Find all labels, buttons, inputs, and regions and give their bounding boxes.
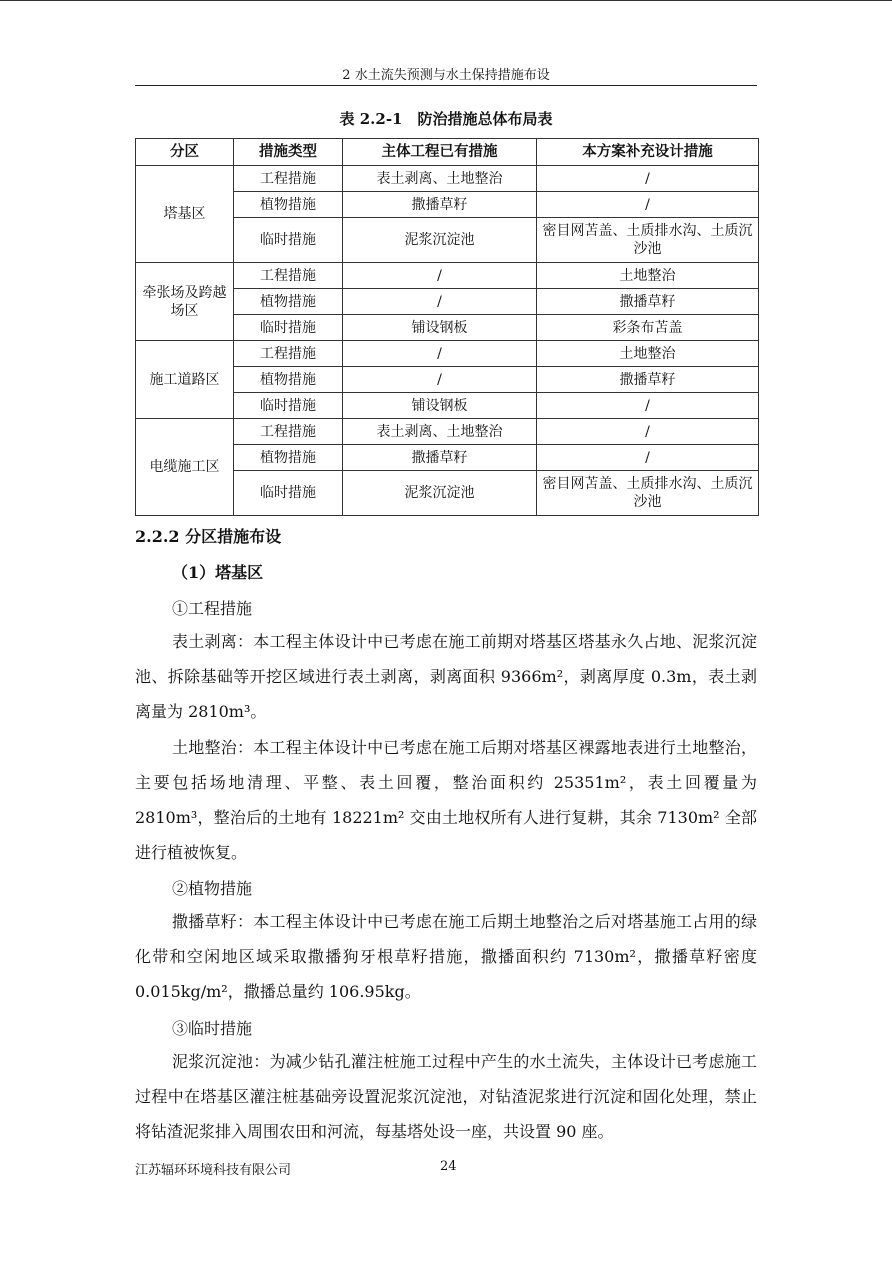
header-zone: 分区 — [136, 139, 234, 166]
type-cell: 植物措施 — [234, 192, 343, 218]
table-row — [136, 166, 759, 192]
existing-cell: / — [343, 341, 537, 367]
page-top-border — [0, 0, 892, 1]
existing-cell: 撒播草籽 — [343, 445, 537, 471]
supplement-cell: 撒播草籽 — [537, 289, 759, 315]
header-type: 措施类型 — [234, 139, 343, 166]
type-cell: 工程措施 — [234, 166, 343, 192]
topsoil-stripping-paragraph: 表土剥离：本工程主体设计中已考虑在施工前期对塔基区塔基永久占地、泥浆沉淀池、拆除基础等开挖区域进行表土剥离，剥离面积 9366m²，剥离厚度 0.3m，表土剥离量为 2810m³。 — [135, 632, 757, 721]
section-heading: 2.2.2 分区措施布设 — [135, 527, 282, 546]
supplement-cell: / — [537, 192, 759, 218]
existing-cell: 铺设钢板 — [343, 393, 537, 419]
type-cell: 工程措施 — [234, 263, 343, 289]
type-cell: 临时措施 — [234, 218, 343, 263]
zone-cell: 塔基区 — [136, 166, 234, 263]
plant-measures-title: ②植物措施 — [172, 879, 253, 898]
existing-cell: 泥浆沉淀池 — [343, 218, 537, 263]
header-rule — [135, 85, 757, 86]
type-cell: 临时措施 — [234, 315, 343, 341]
existing-cell: 表土剥离、土地整治 — [343, 166, 537, 192]
existing-cell: 泥浆沉淀池 — [343, 471, 537, 516]
measures-layout-table — [135, 138, 759, 516]
footer-company: 江苏辐环环境科技有限公司 — [135, 1163, 292, 1178]
table-caption: 表 2.2-1 防治措施总体布局表 — [339, 110, 553, 128]
zone-cell: 电缆施工区 — [136, 419, 234, 516]
type-cell: 植物措施 — [234, 367, 343, 393]
subsection-heading: （1）塔基区 — [172, 563, 264, 582]
table-header-row — [136, 139, 759, 166]
type-cell: 临时措施 — [234, 393, 343, 419]
supplement-cell: / — [537, 445, 759, 471]
grass-seeding-paragraph: 撒播草籽：本工程主体设计中已考虑在施工后期土地整治之后对塔基施工占用的绿化带和空闲地区域采取撒播狗牙根草籽措施，撒播面积约 7130m²，撒播草籽密度 0.015kg/m²，撒播总量约 106.95kg。 — [135, 912, 757, 1001]
type-cell: 植物措施 — [234, 289, 343, 315]
existing-cell: / — [343, 263, 537, 289]
table-row — [136, 341, 759, 367]
temporary-measures-title: ③临时措施 — [172, 1019, 253, 1038]
running-header: 2 水土流失预测与水土保持措施布设 — [342, 68, 550, 83]
supplement-cell: 撒播草籽 — [537, 367, 759, 393]
table-row — [136, 419, 759, 445]
type-cell: 临时措施 — [234, 471, 343, 516]
table-row — [136, 263, 759, 289]
land-rehabilitation-paragraph: 土地整治：本工程主体设计中已考虑在施工后期对塔基区裸露地表进行土地整治，主要包括场地清理、平整、表土回覆，整治面积约 25351m²，表土回覆量为 2810m³，整治后的土地有 18221m² 交由土地权所有人进行复耕，其余 7130m² 全部进行植被恢复。 — [135, 738, 757, 862]
existing-cell: / — [343, 367, 537, 393]
zone-cell: 施工道路区 — [136, 341, 234, 419]
supplement-cell: 土地整治 — [537, 341, 759, 367]
header-supplement: 本方案补充设计措施 — [537, 139, 759, 166]
existing-cell: 表土剥离、土地整治 — [343, 419, 537, 445]
supplement-cell: / — [537, 393, 759, 419]
existing-cell: 铺设钢板 — [343, 315, 537, 341]
supplement-cell: 密目网苫盖、土质排水沟、土质沉沙池 — [537, 471, 759, 516]
page-number: 24 — [440, 1159, 457, 1174]
supplement-cell: 彩条布苫盖 — [537, 315, 759, 341]
existing-cell: 撒播草籽 — [343, 192, 537, 218]
header-existing: 主体工程已有措施 — [343, 139, 537, 166]
type-cell: 工程措施 — [234, 341, 343, 367]
engineering-measures-title: ①工程措施 — [172, 599, 253, 618]
supplement-cell: 密目网苫盖、土质排水沟、土质沉沙池 — [537, 218, 759, 263]
existing-cell: / — [343, 289, 537, 315]
zone-cell: 牵张场及跨越场区 — [136, 263, 234, 341]
supplement-cell: / — [537, 419, 759, 445]
supplement-cell: / — [537, 166, 759, 192]
type-cell: 工程措施 — [234, 419, 343, 445]
type-cell: 植物措施 — [234, 445, 343, 471]
mud-sedimentation-paragraph: 泥浆沉淀池：为减少钻孔灌注桩施工过程中产生的水土流失，主体设计已考虑施工过程中在塔基区灌注桩基础旁设置泥浆沉淀池，对钻渣泥浆进行沉淀和固化处理，禁止将钻渣泥浆排入周围农田和河流，每基塔处设一座，共设置 90 座。 — [135, 1052, 757, 1141]
supplement-cell: 土地整治 — [537, 263, 759, 289]
